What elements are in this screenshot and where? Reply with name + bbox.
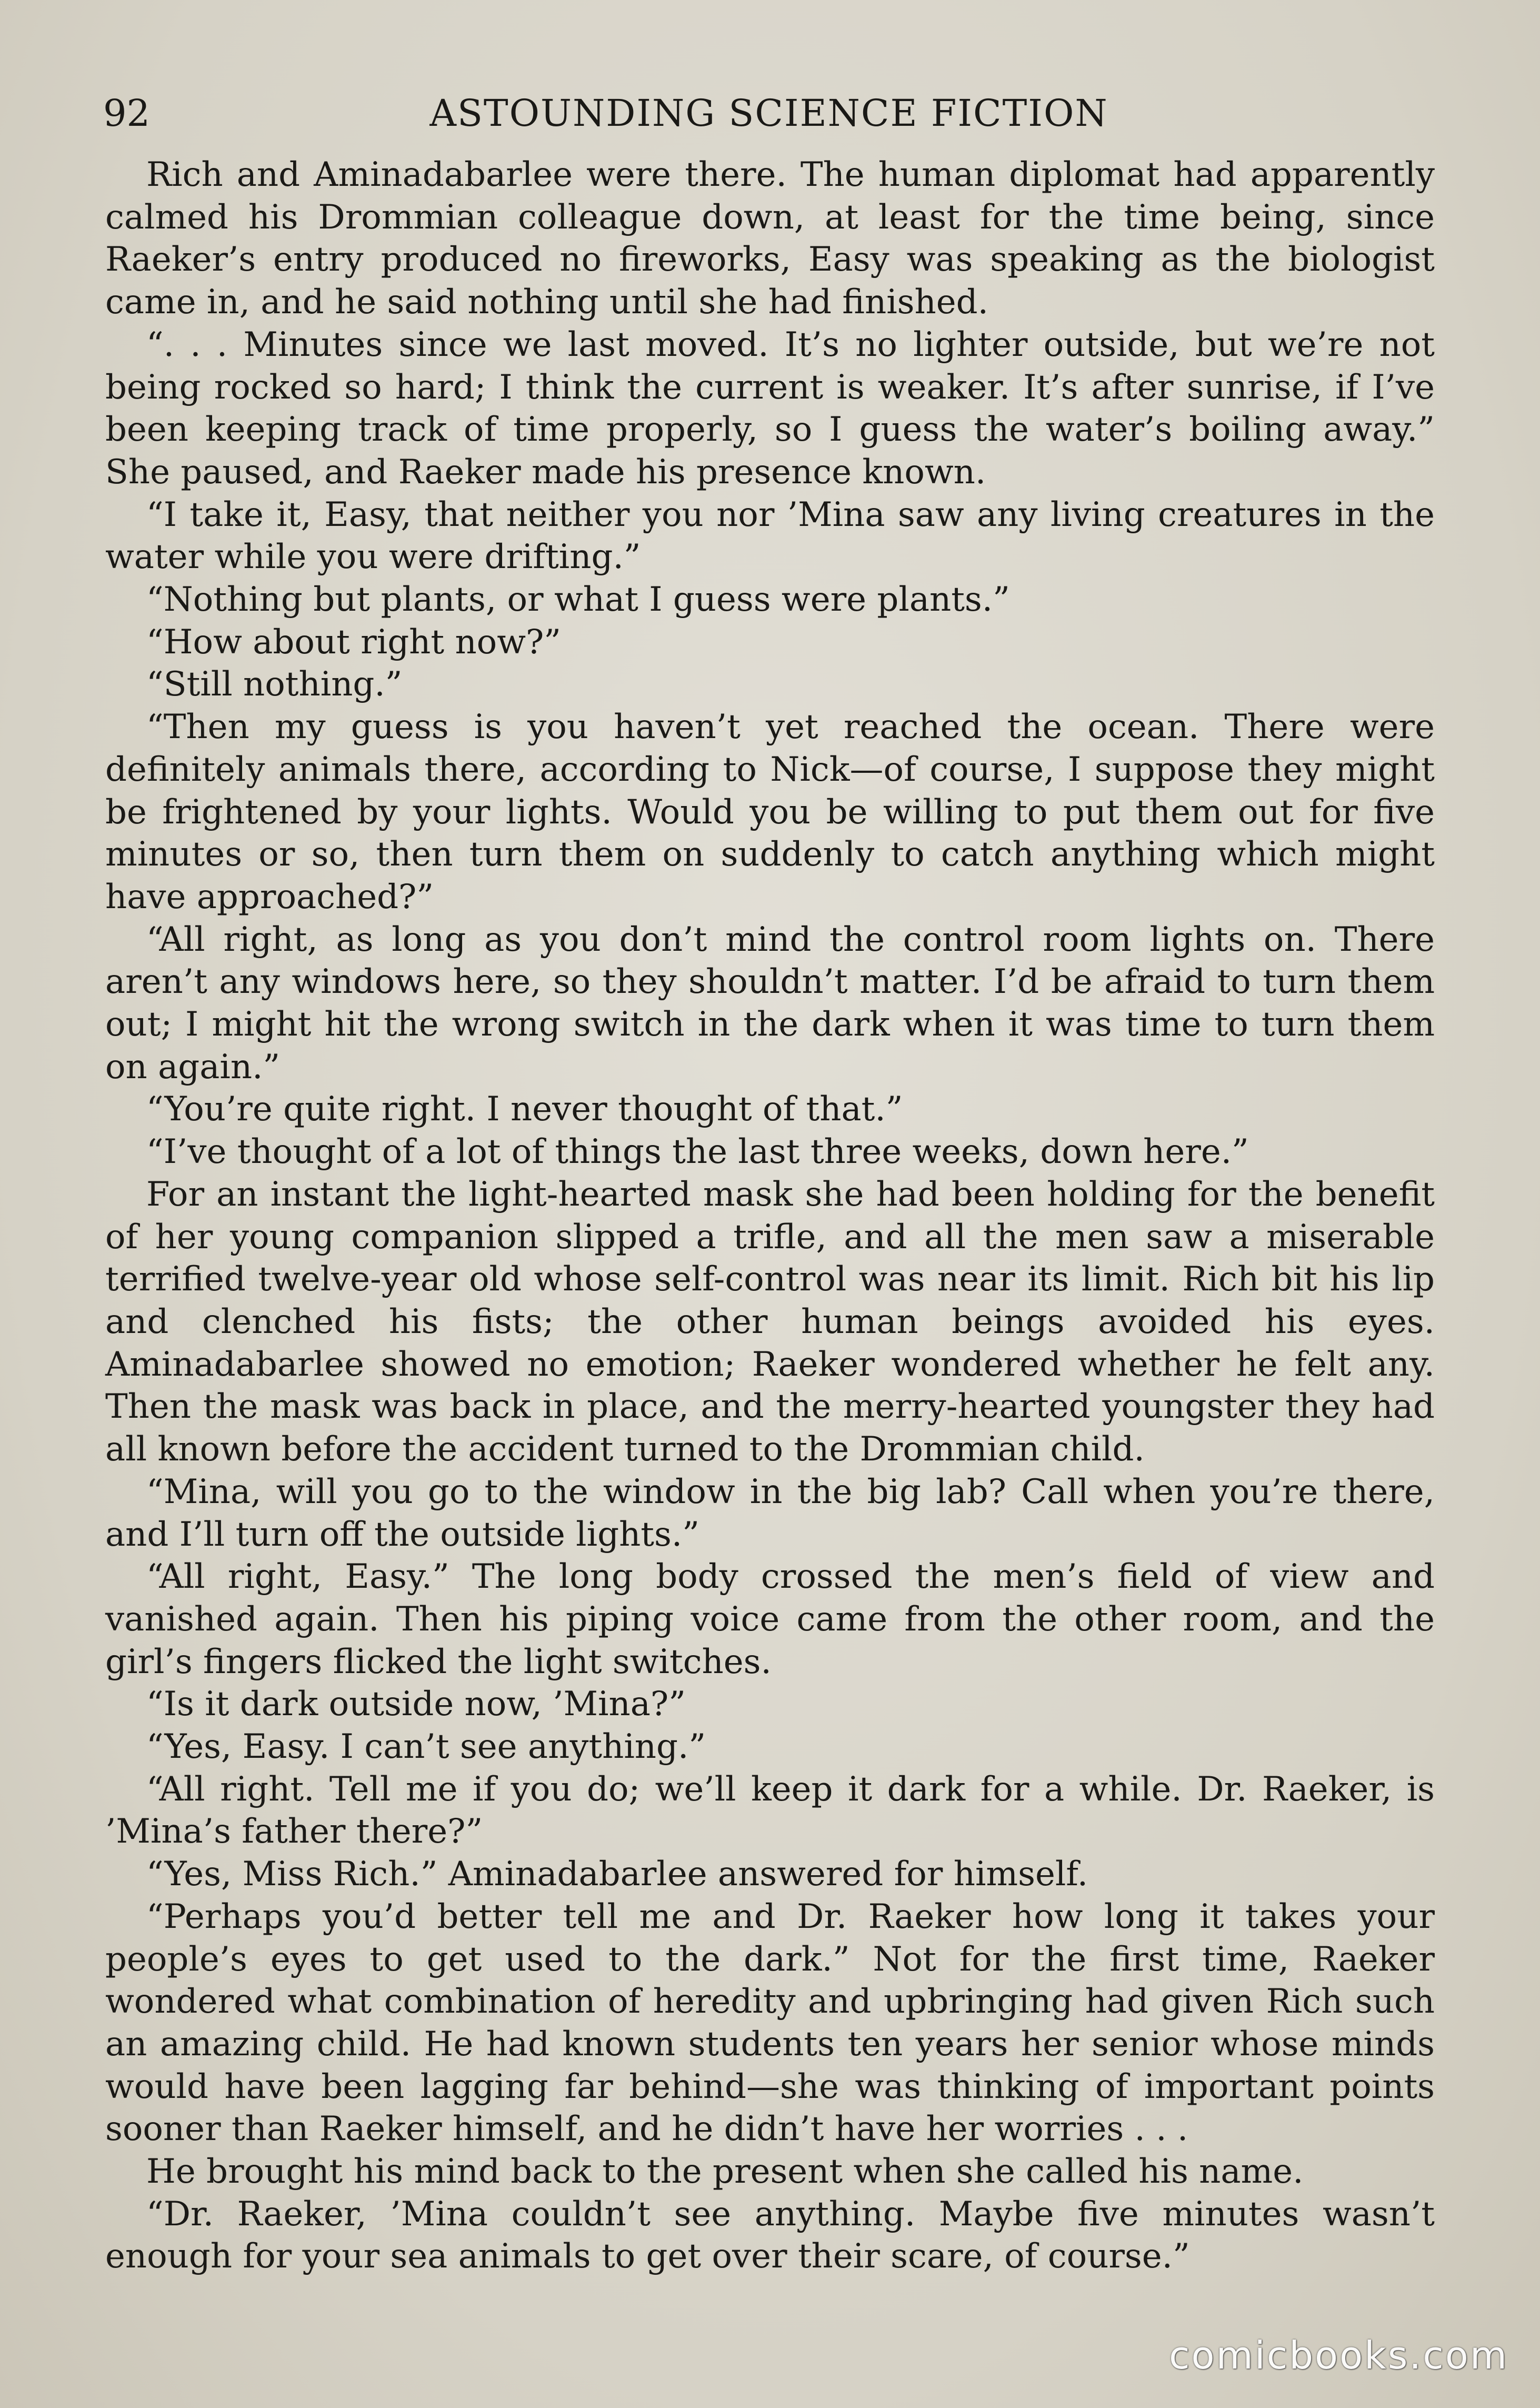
paragraph: “Yes, Easy. I can’t see anything.” [146,1727,706,1767]
page-header [103,84,1435,142]
paragraph: “Yes, Miss Rich.” Aminadabarlee answered for himself. [146,1855,1088,1894]
page-number: 92 [103,92,151,135]
story-text [105,154,1435,2278]
paragraph: “Still nothing.” [146,665,403,704]
paragraph: He brought his mind back to the present when she called his name. [146,2152,1304,2192]
paragraph: “Nothing but plants, or what I guess were plants.” [146,580,1010,620]
paragraph: “Dr. Raeker, ’Mina couldn’t see anything. Maybe five minutes wasn’t enough for your sea animals to get over their scare, of course.” [105,2194,1435,2276]
paragraph: “How about right now?” [146,622,561,662]
paragraph: “Then my guess is you haven’t yet reached the ocean. There were definitely animals there, according to Nick—of course, I suppose they might be frightened by your lights. Would you be willing to put them out for five minutes or so, then turn them on suddenly to catch anything which might have approached?” [105,708,1435,917]
paragraph: “I take it, Easy, that neither you nor ’Mina saw any living creatures in the water while you were drifting.” [105,495,1435,577]
paragraph: “I’ve thought of a lot of things the last three weeks, down here.” [146,1132,1249,1172]
running-head: ASTOUNDING SCIENCE FICTION [429,92,1108,135]
paragraph: “All right, as long as you don’t mind the control room lights on. There aren’t any windows here, so they shouldn’t matter. I’d be afraid to turn them out; I might hit the wrong switch in the dark when it was time to turn them on again.” [105,920,1435,1087]
paragraph: “All right. Tell me if you do; we’ll keep it dark for a while. Dr. Raeker, is ’Mina’s father there?” [105,1769,1435,1852]
paragraph: Rich and Aminadabarlee were there. The human diplomat had apparently calmed his Drommian colleague down, at least for the time being, since Raeker’s entry produced no fireworks, Easy was speaking as the biologist came in, and he said nothing until she had finished. [105,155,1435,322]
paragraph: “Is it dark outside now, ’Mina?” [146,1685,686,1724]
paragraph: For an instant the light-hearted mask she had been holding for the benefit of her young companion slipped a trifle, and all the men saw a miserable terrified twelve-year old whose self-control was near its limit. Rich bit his lip and clenched his fists; the other human beings avoided his eyes. Aminadabarlee showed no emotion; Raeker wondered whether he felt any. Then the mask was back in place, and the merry-hearted youngster they had all known before the accident turned to the Drommian child. [105,1175,1435,1469]
paragraph: “You’re quite right. I never thought of that.” [146,1090,903,1129]
watermark: comicbooks.com [1168,2333,1508,2377]
paragraph: “Mina, will you go to the window in the big lab? Call when you’re there, and I’ll turn off the outside lights.” [105,1472,1435,1554]
paragraph: “. . . Minutes since we last moved. It’s no lighter outside, but we’re not being rocked so hard; I think the current is weaker. It’s after sunrise, if I’ve been keeping track of time properly, so I guess the water’s boiling away.” She paused, and Raeker made his presence known. [105,325,1435,492]
paragraph: “All right, Easy.” The long body crossed the men’s field of view and vanished again. Then his piping voice came from the other room, and the girl’s fingers flicked the light switches. [105,1557,1435,1681]
paragraph: “Perhaps you’d better tell me and Dr. Raeker how long it takes your people’s eyes to get used to the dark.” Not for the first time, Raeker wondered what combination of heredity and upbringing had given Rich such an amazing child. He had known students ten years her senior whose minds would have been lagging far behind—she was thinking of important points sooner than Raeker himself, and he didn’t have her worries . . . [105,1897,1435,2149]
